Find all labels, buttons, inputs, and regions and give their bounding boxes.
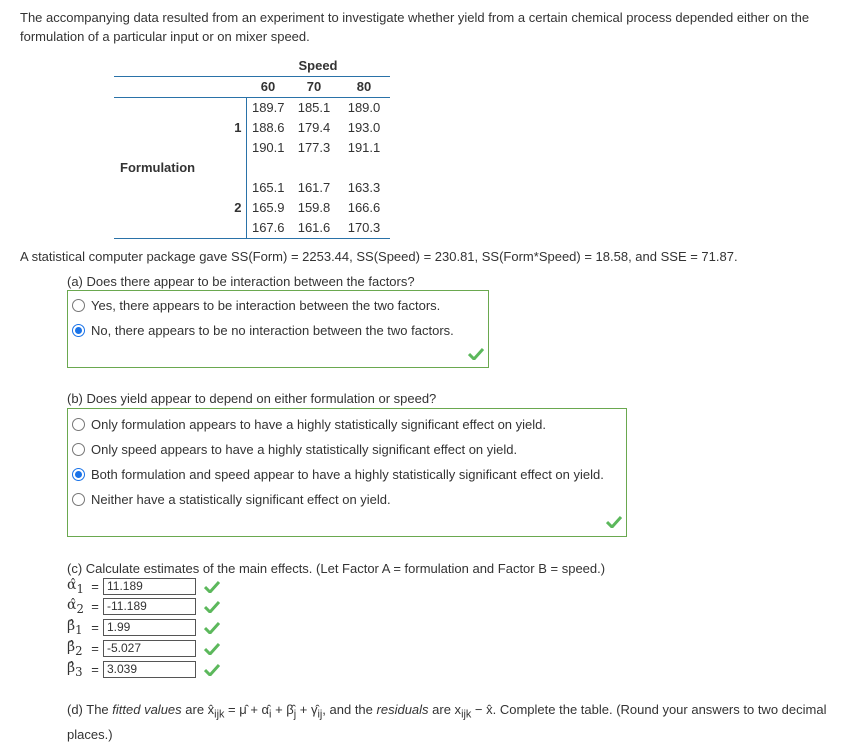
radio-b-3[interactable] [72,493,85,506]
check-icon [204,664,220,676]
option-label: Neither have a statistically significant effect on yield. [91,492,391,507]
beta-3-input[interactable]: 3.039 [103,661,196,678]
radio-a-1[interactable] [72,324,85,337]
option-b-0[interactable] [72,417,546,432]
cell: 167.6 [246,218,290,239]
check-icon [204,581,220,593]
text: = μ̂ + α̂ [224,702,270,717]
question-c: (c) Calculate estimates of the main effects. (Let Factor A = formulation and Factor B = speed.) [67,561,606,576]
problem-intro: The accompanying data resulted from an experiment to investigate whether yield from a certain chemical process depended either on the formulation of a particular input or on mixer speed. [20,10,810,44]
text: . Complete the table. (Round your answers to two decimal places.) [67,702,827,742]
cell: 179.4 [297,120,331,135]
option-b-1[interactable] [72,442,517,457]
ss-summary: A statistical computer package gave SS(Form) = 2253.44, SS(Speed) = 230.81, SS(Form*Speed) = 18.58, and SSE = 71.87. [20,249,738,264]
estimate-beta-2: $\betâ_2$ = -5.027 [67,639,220,658]
subscript: 1 [76,581,84,596]
estimate-beta-3: $\betâ_3$ = 3.039 [67,660,220,679]
option-label: Only formulation appears to have a highly statistically significant effect on yield. [91,417,546,432]
text: − x̂ [471,702,493,717]
option-a-no[interactable] [72,323,454,338]
cell: 166.6 [347,200,381,215]
cell: 165.9 [246,198,290,218]
speed-col-60: 60 [246,77,290,98]
question-a: (a) Does there appear to be interaction between the factors? [67,274,415,289]
text: are x̂ [181,702,215,717]
cell: 190.1 [246,138,290,158]
beta-1-input[interactable]: 1.99 [103,619,196,636]
cell: 161.6 [290,218,338,239]
cell: 188.6 [246,118,290,138]
cell: 185.1 [297,100,331,115]
cell: 161.7 [297,180,331,195]
text: + γ̂ [296,702,318,717]
speed-col-80: 80 [338,77,390,98]
beta-2-input[interactable]: -5.027 [103,640,196,657]
cell: 159.8 [297,200,331,215]
text: (d) The [67,702,113,717]
cell: 177.3 [297,140,331,155]
symbol: β̂ [67,618,76,635]
estimate-alpha-1: $\alphâ_1$ = 11.189 [67,577,220,596]
subscript: ij [317,708,323,721]
option-b-2[interactable] [72,467,604,482]
data-table [114,56,390,239]
subscript: ijk [214,708,225,721]
cell: 165.1 [246,178,290,198]
option-label: No, there appears to be no interaction between the two factors. [91,323,454,338]
symbol: β̂ [67,660,76,677]
option-label: Both formulation and speed appear to have a highly statistically significant effect on yield. [91,467,604,482]
check-icon [204,601,220,613]
symbol: α̂ [67,577,77,594]
cell: 170.3 [338,218,390,239]
text: + β̂ [271,702,294,717]
fitted-values-term: fitted values [112,702,182,717]
formulation-label: Formulation [120,160,196,175]
cell: 189.0 [347,100,381,115]
estimate-beta-1: $\betâ_1$ = 1.99 [67,618,220,637]
question-d [67,700,842,744]
check-icon [468,348,484,360]
cell: 189.7 [246,98,290,119]
cell: 193.0 [347,120,381,135]
cell: 191.1 [347,140,381,155]
check-icon [204,622,220,634]
cell: 163.3 [347,180,381,195]
question-b: (b) Does yield appear to depend on either formulation or speed? [67,391,437,406]
subscript: 2 [76,601,84,616]
formulation-level-2: 2 [234,200,242,215]
answer-box-b [67,408,627,537]
text: , and the [322,702,377,717]
radio-a-0[interactable] [72,299,85,312]
alpha-1-input[interactable]: 11.189 [103,578,196,595]
text: are x [428,702,462,717]
alpha-2-input[interactable]: -11.189 [103,598,196,615]
estimate-alpha-2: $\alphâ_2$ = -11.189 [67,597,220,616]
subscript: 3 [75,664,83,679]
answer-box-a [67,290,489,368]
radio-b-2[interactable] [72,468,85,481]
check-icon [606,516,622,528]
option-a-yes[interactable] [72,298,440,313]
speed-header: Speed [298,58,338,73]
option-label: Yes, there appears to be interaction between the two factors. [91,298,441,313]
formulation-level-1: 1 [234,120,242,135]
radio-b-0[interactable] [72,418,85,431]
subscript: 2 [75,643,83,658]
check-icon [204,643,220,655]
subscript: 1 [75,622,83,637]
speed-col-70: 70 [290,77,338,98]
subscript: i [269,708,272,721]
subscript: ijk [461,708,472,721]
option-label: Only speed appears to have a highly statistically significant effect on yield. [91,442,518,457]
symbol: α̂ [67,597,77,614]
option-b-3[interactable] [72,492,391,507]
residuals-term: residuals [376,702,429,717]
subscript: j [293,708,297,721]
symbol: β̂ [67,639,76,656]
radio-b-1[interactable] [72,443,85,456]
